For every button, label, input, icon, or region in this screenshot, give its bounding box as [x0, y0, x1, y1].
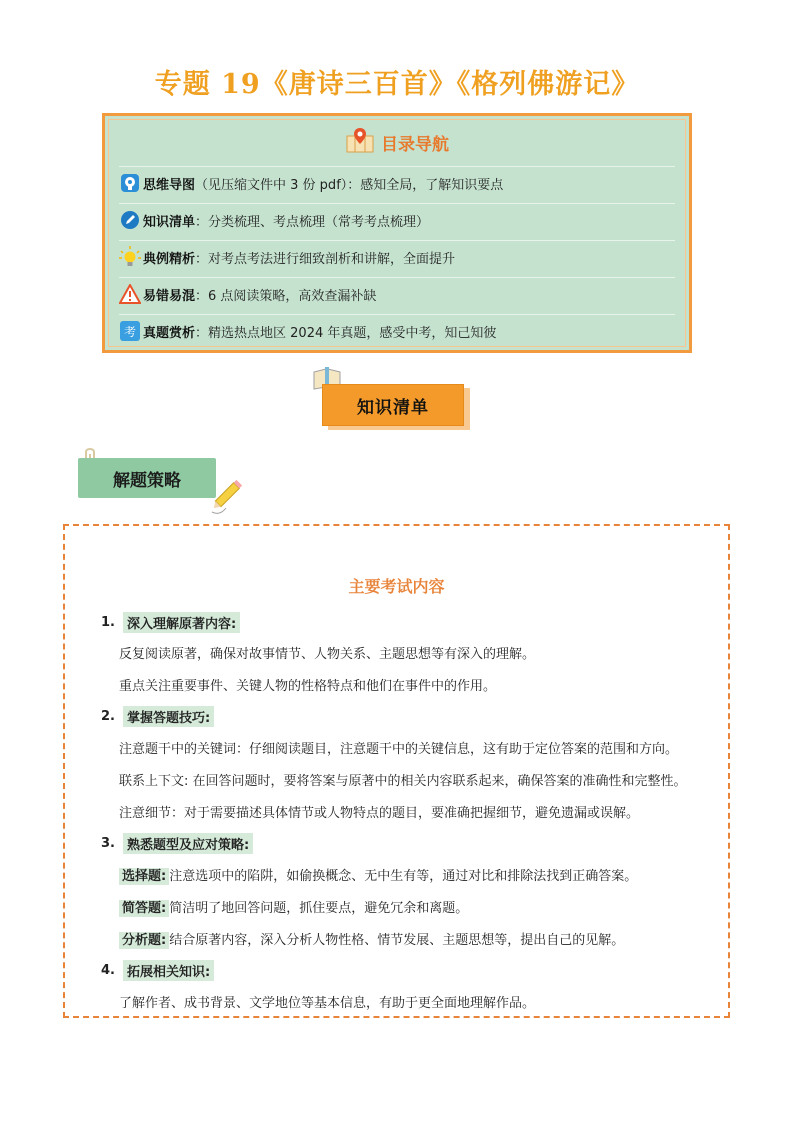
item-paragraph: 注意题干中的关键词：仔细阅读题目，注意题干中的关键信息，这有助于定位答案的范围和方向。 [119, 742, 679, 757]
toc-label: 典例精析 [143, 251, 196, 267]
item-heading-text: 拓展相关知识: [123, 960, 214, 981]
exam-badge: 考 [120, 321, 140, 341]
map-location-icon [345, 126, 375, 158]
item-heading [101, 960, 214, 981]
item-number: 2. [101, 709, 115, 724]
item-paragraph: 重点关注重要事件、关键人物的性格特点和他们在事件中的作用。 [119, 679, 497, 694]
table-of-contents [102, 113, 692, 353]
item-paragraph: 了解作者、成书背景、文学地位等基本信息，有助于更全面地理解作品。 [119, 996, 536, 1011]
toc-row-mistakes [119, 277, 675, 310]
item-paragraph: 反复阅读原著，确保对故事情节、人物关系、主题思想等有深入的理解。 [119, 647, 536, 662]
pencil-icon [206, 472, 250, 522]
toc-row-examples [119, 240, 675, 273]
warning-icon [119, 283, 141, 305]
section-banner-label: 知识清单 [357, 397, 429, 418]
item-paragraph: 联系上下文: 在回答问题时，要将答案与原著中的相关内容联系起来，确保答案的准确性和完整性。 [119, 774, 687, 789]
toc-row-mindmap [119, 166, 675, 199]
strategy-panel [63, 524, 730, 1018]
toc-heading [105, 124, 689, 160]
item-paragraph [119, 897, 468, 916]
item-number: 3. [101, 836, 115, 851]
brain-head-icon [119, 172, 141, 194]
toc-desc: ：对考点考法进行细致剖析和讲解，全面提升 [195, 251, 456, 267]
toc-label: 知识清单 [143, 214, 196, 230]
toc-row-exams [119, 314, 675, 347]
toc-desc: ：分类梳理、考点梳理（常考考点梳理） [195, 214, 430, 230]
item-heading-text: 掌握答题技巧: [123, 706, 214, 727]
toc-label: 真题赏析 [143, 325, 196, 341]
item-paragraph-text: 注意选项中的陷阱，如偷换概念、无中生有等，通过对比和排除法找到正确答案。 [169, 869, 638, 884]
toc-label: 易错易混 [143, 288, 196, 304]
item-heading [101, 706, 214, 727]
exam-badge-icon [119, 320, 141, 342]
section-banner [322, 384, 470, 430]
question-type-tag: 简答题: [119, 900, 169, 917]
item-heading [101, 833, 253, 854]
item-paragraph-text: 结合原著内容，深入分析人物性格、情节发展、主题思想等，提出自己的见解。 [169, 933, 625, 948]
toc-desc: （见压缩文件中 3 份 pdf）：感知全局，了解知识要点 [195, 177, 504, 193]
item-heading-text: 深入理解原著内容: [123, 612, 240, 633]
toc-heading-label: 目录导航 [381, 134, 449, 155]
strategy-label: 解题策略 [113, 470, 181, 491]
strategy-tab [78, 458, 216, 498]
panel-title: 主要考试内容 [348, 577, 445, 596]
page-title: 专题 19《唐诗三百首》《格列佛游记》 [154, 69, 640, 100]
question-type-tag: 选择题: [119, 868, 169, 885]
pencil-circle-icon [119, 209, 141, 231]
item-paragraph: 注意细节：对于需要描述具体情节或人物特点的题目，要准确把握细节，避免遗漏或误解。 [119, 806, 640, 821]
item-paragraph [119, 929, 624, 948]
question-type-tag: 分析题: [119, 932, 169, 949]
lightbulb-icon [119, 246, 141, 268]
item-paragraph-text: 简洁明了地回答问题，抓住要点，避免冗余和离题。 [169, 901, 469, 916]
item-number: 1. [101, 615, 115, 630]
toc-desc: ：精选热点地区 2024 年真题，感受中考，知己知彼 [195, 325, 497, 341]
toc-row-knowledge [119, 203, 675, 236]
toc-label: 思维导图 [143, 177, 196, 193]
item-heading-text: 熟悉题型及应对策略: [123, 833, 253, 854]
item-paragraph [119, 865, 637, 884]
toc-desc: ：6 点阅读策略，高效查漏补缺 [195, 288, 377, 304]
banner-box [322, 384, 464, 426]
item-number: 4. [101, 963, 115, 978]
item-heading [101, 612, 240, 633]
